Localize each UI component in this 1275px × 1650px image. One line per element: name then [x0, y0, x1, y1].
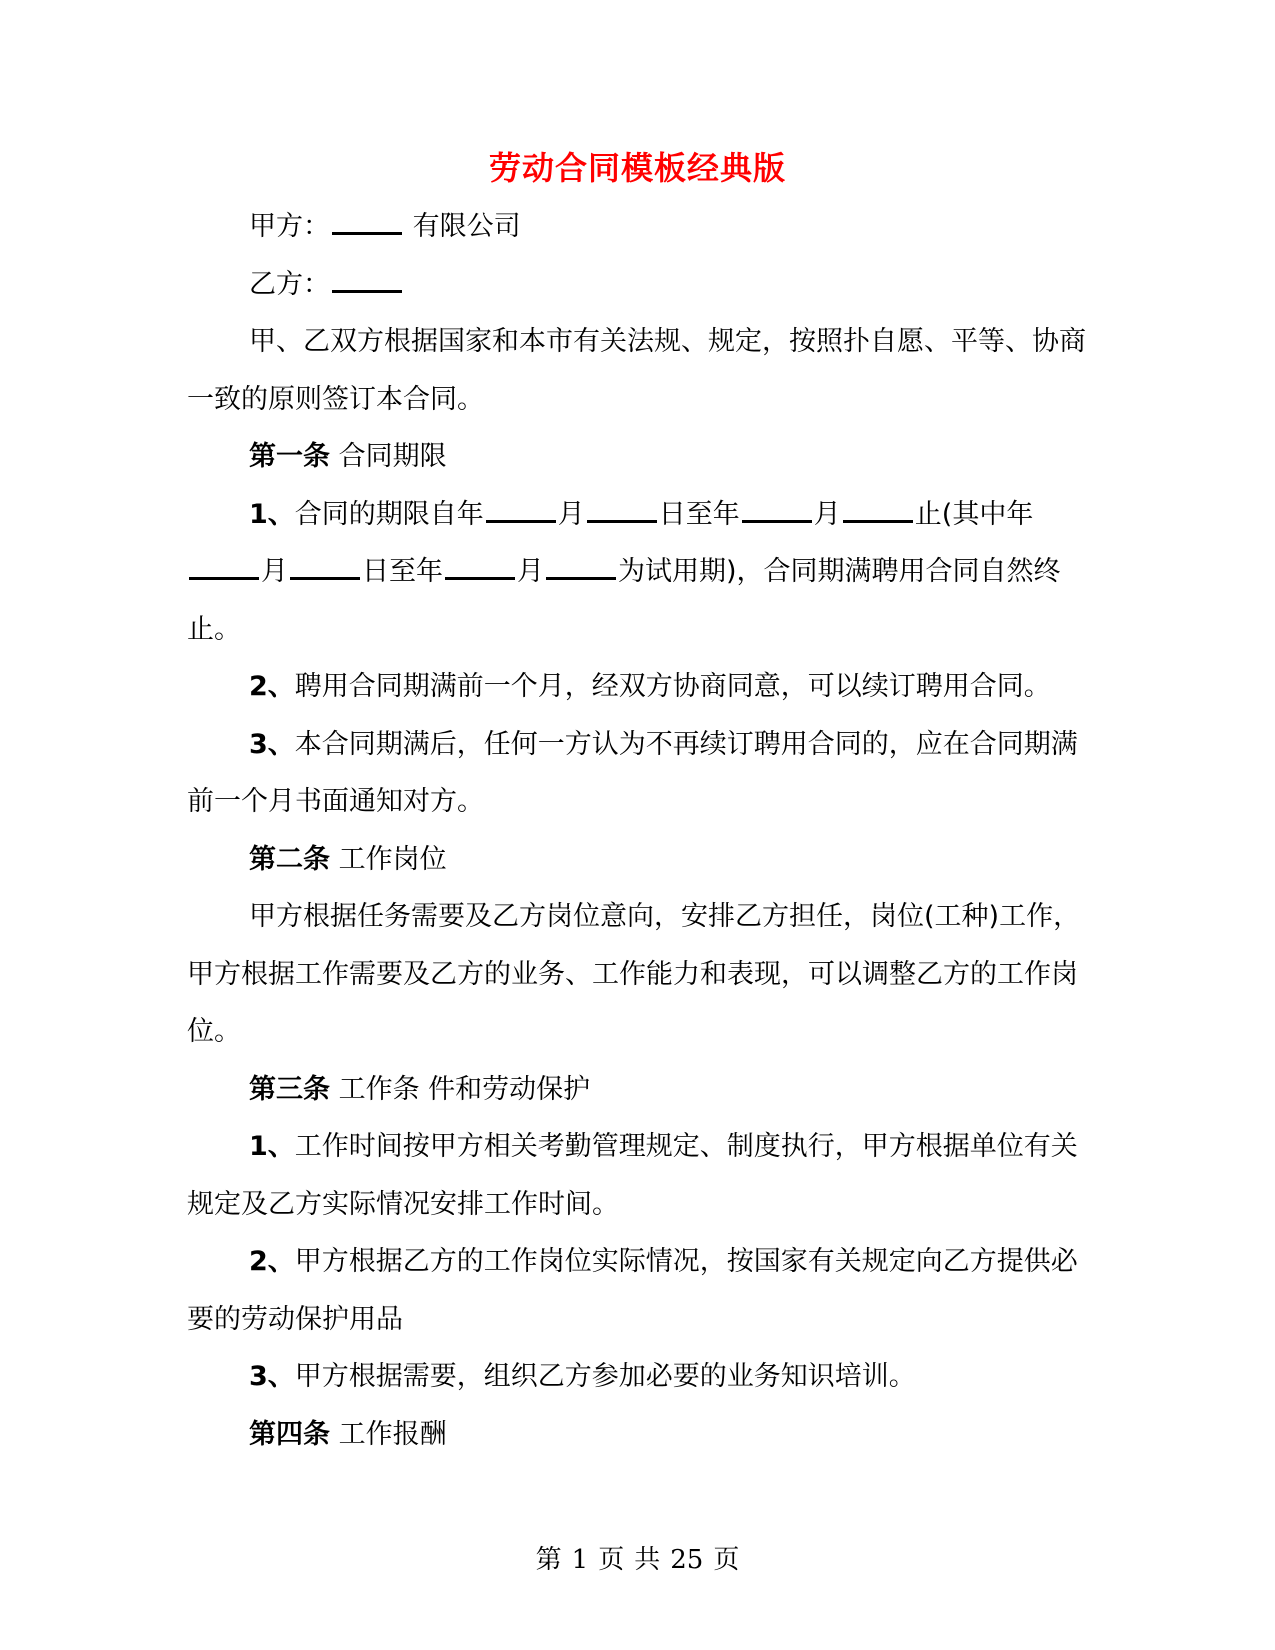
document-body — [187, 198, 1087, 1463]
document-title: 劳动合同模板经典版 — [488, 149, 786, 187]
blank-line — [843, 519, 913, 523]
current-page-number: 1 — [571, 1545, 589, 1575]
article-2-text: 甲方根据任务需要及乙方岗位意向，安排乙方担任，岗位(工种)工作，甲方根据工作需要及乙方的业务、工作能力和表现，可以调整乙方的工作岗位。 — [187, 901, 1081, 1047]
party-a-label: 甲方： — [249, 211, 330, 242]
blank-line — [742, 519, 812, 523]
blank-line — [290, 576, 360, 580]
page-footer — [0, 1544, 1275, 1576]
item-text: 甲方根据乙方的工作岗位实际情况，按国家有关规定向乙方提供必要的劳动保护用品 — [187, 1246, 1078, 1335]
article-3-title: 工作条 件和劳动保护 — [338, 1073, 591, 1105]
item-number: 1、 — [249, 498, 295, 530]
article-3-item-1 — [187, 1118, 1087, 1233]
item-text: 止(其中年 — [914, 498, 1034, 530]
item-text: 工作时间按甲方相关考勤管理规定、制度执行，甲方根据单位有关规定及乙方实际情况安排工作时间。 — [187, 1131, 1078, 1220]
article-1-heading — [187, 428, 1087, 486]
party-b-blank — [332, 289, 402, 293]
item-number: 1、 — [249, 1131, 295, 1162]
article-1-number: 第一条 — [249, 441, 330, 472]
item-text: 日至年 — [362, 556, 443, 587]
article-1-item-3 — [187, 716, 1087, 831]
blank-line — [546, 576, 616, 580]
footer-text: 页 — [713, 1545, 740, 1575]
item-text: 甲方根据需要，组织乙方参加必要的业务知识培训。 — [294, 1361, 916, 1392]
party-b-line — [187, 256, 1087, 314]
article-1-title: 合同期限 — [338, 441, 447, 472]
party-a-blank — [332, 231, 402, 235]
item-text: 月 — [813, 498, 841, 530]
article-3-number: 第三条 — [249, 1073, 330, 1105]
party-a-line — [187, 198, 1087, 256]
item-text: 为试用期)，合同期满聘用合同自然终止。 — [187, 556, 1061, 645]
article-4-heading — [187, 1406, 1087, 1464]
article-4-title: 工作报酬 — [338, 1418, 447, 1450]
blank-line — [486, 519, 556, 523]
item-text: 合同的期限自年 — [294, 498, 484, 530]
party-a-suffix: 有限公司 — [412, 211, 521, 242]
footer-text: 第 — [535, 1545, 562, 1575]
footer-text: 共 — [634, 1545, 661, 1575]
item-number: 3、 — [249, 1361, 295, 1392]
article-2-heading — [187, 831, 1087, 889]
item-text: 月 — [261, 556, 288, 587]
item-text: 本合同期满后，任何一方认为不再续订聘用合同的，应在合同期满前一个月书面通知对方。 — [187, 728, 1078, 817]
item-text: 聘用合同期满前一个月，经双方协商同意，可以续订聘用合同。 — [294, 671, 1051, 702]
article-3-item-2 — [187, 1233, 1087, 1348]
blank-line — [445, 576, 515, 580]
article-2-number: 第二条 — [249, 843, 330, 875]
article-3-heading — [187, 1061, 1087, 1119]
blank-line — [587, 519, 657, 523]
article-1-item-1 — [187, 486, 1087, 659]
article-3-item-3 — [187, 1348, 1087, 1406]
article-2-title: 工作岗位 — [338, 843, 447, 875]
item-number: 2、 — [249, 1246, 295, 1277]
item-number: 2、 — [249, 671, 295, 702]
item-text: 日至年 — [658, 498, 740, 530]
item-text: 月 — [557, 498, 585, 530]
footer-text: 页 — [598, 1545, 625, 1575]
party-b-label: 乙方： — [249, 268, 330, 300]
item-text: 月 — [517, 556, 544, 587]
article-4-number: 第四条 — [249, 1418, 330, 1450]
blank-line — [189, 576, 259, 580]
article-1-item-2 — [187, 658, 1087, 716]
intro-paragraph: 甲、乙双方根据国家和本市有关法规、规定，按照扑自愿、平等、协商一致的原则签订本合同。 — [187, 326, 1086, 415]
item-number: 3、 — [249, 728, 295, 760]
total-page-count: 25 — [670, 1545, 704, 1575]
